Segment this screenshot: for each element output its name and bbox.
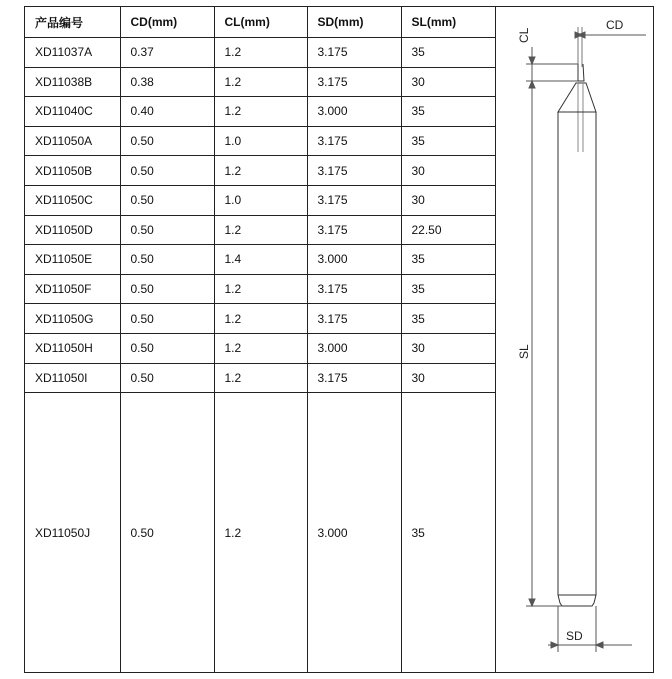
cell-sd: 3.175	[307, 156, 401, 186]
table-row	[25, 38, 495, 68]
cell-cl: 1.2	[214, 156, 307, 186]
table-row	[25, 185, 495, 215]
spec-sheet	[24, 6, 654, 673]
table-row	[25, 215, 495, 245]
header-sl: SL(mm)	[401, 7, 495, 38]
cell-cd: 0.50	[120, 333, 214, 363]
tool-drawing	[496, 7, 654, 672]
cell-code: XD11050I	[25, 363, 120, 393]
header-cd: CD(mm)	[120, 7, 214, 38]
table-row	[25, 274, 495, 304]
cell-sd: 3.175	[307, 185, 401, 215]
cell-sd: 3.175	[307, 38, 401, 68]
header-cl: CL(mm)	[214, 7, 307, 38]
cell-code: XD11050F	[25, 274, 120, 304]
cell-cl: 1.0	[214, 185, 307, 215]
cell-code: XD11040C	[25, 97, 120, 127]
cl-label: CL	[517, 27, 531, 43]
cell-cd: 0.50	[120, 185, 214, 215]
cell-cd: 0.50	[120, 304, 214, 334]
cell-sl: 35	[401, 38, 495, 68]
table-row	[25, 333, 495, 363]
sd-label: SD	[566, 629, 583, 643]
cell-cl: 1.2	[214, 333, 307, 363]
sd-dimension	[548, 606, 632, 652]
cutting-tip	[578, 64, 584, 81]
table-row	[25, 304, 495, 334]
cell-cl: 1.2	[214, 304, 307, 334]
cell-cd: 0.40	[120, 97, 214, 127]
cell-sl: 35	[401, 304, 495, 334]
table-row	[25, 156, 495, 186]
table-row	[25, 126, 495, 156]
cell-cd: 0.50	[120, 156, 214, 186]
cl-arrow-bottom	[529, 81, 535, 88]
header-sd: SD(mm)	[307, 7, 401, 38]
table-row	[25, 67, 495, 97]
cell-cd: 0.37	[120, 38, 214, 68]
cell-sd: 3.000	[307, 97, 401, 127]
cell-cd: 0.50	[120, 274, 214, 304]
sd-arrow-right	[596, 642, 603, 648]
cell-sl: 35	[401, 97, 495, 127]
cell-sl: 22.50	[401, 215, 495, 245]
cd-dimension	[575, 32, 646, 38]
cell-cl: 1.0	[214, 126, 307, 156]
cell-cl: 1.2	[214, 215, 307, 245]
cell-cd: 0.50	[120, 215, 214, 245]
cell-sd: 3.175	[307, 274, 401, 304]
cell-sd: 3.175	[307, 126, 401, 156]
cell-cl: 1.2	[214, 67, 307, 97]
cell-cd: 0.50	[120, 393, 214, 672]
cell-cd: 0.38	[120, 67, 214, 97]
cell-cd: 0.50	[120, 363, 214, 393]
cell-cl: 1.2	[214, 97, 307, 127]
cell-sl: 30	[401, 363, 495, 393]
cell-sd: 3.175	[307, 304, 401, 334]
cell-code: XD11050C	[25, 185, 120, 215]
cell-cd: 0.50	[120, 126, 214, 156]
cell-sl: 35	[401, 274, 495, 304]
cell-code: XD11050E	[25, 245, 120, 275]
cell-code: XD11050H	[25, 333, 120, 363]
cell-sd: 3.000	[307, 393, 401, 672]
cell-sd: 3.000	[307, 245, 401, 275]
sl-arrow-bottom	[529, 599, 535, 606]
cell-code: XD11038B	[25, 67, 120, 97]
cell-sl: 35	[401, 245, 495, 275]
cell-code: XD11050D	[25, 215, 120, 245]
table-row	[25, 97, 495, 127]
cell-cl: 1.2	[214, 38, 307, 68]
cell-cl: 1.4	[214, 245, 307, 275]
header-row	[25, 7, 495, 38]
cell-sd: 3.175	[307, 363, 401, 393]
cell-cl: 1.2	[214, 274, 307, 304]
sl-label: SL	[517, 344, 531, 359]
cell-sl: 35	[401, 126, 495, 156]
cd-label: CD	[606, 18, 624, 32]
cell-cl: 1.2	[214, 393, 307, 672]
cell-code: XD11037A	[25, 38, 120, 68]
sd-arrow-left	[551, 642, 558, 648]
cell-code: XD11050B	[25, 156, 120, 186]
cell-code: XD11050G	[25, 304, 120, 334]
table-row	[25, 363, 495, 393]
sl-dimension	[526, 87, 562, 606]
cell-sd: 3.000	[307, 333, 401, 363]
cell-sl: 35	[401, 393, 495, 672]
cell-code: XD11050J	[25, 393, 120, 672]
cell-sl: 30	[401, 185, 495, 215]
cell-cd: 0.50	[120, 245, 214, 275]
cell-sd: 3.175	[307, 67, 401, 97]
cell-code: XD11050A	[25, 126, 120, 156]
table-row	[25, 245, 495, 275]
tool-outline	[558, 27, 596, 606]
cell-sd: 3.175	[307, 215, 401, 245]
cell-sl: 30	[401, 156, 495, 186]
shank-chamfer	[558, 595, 596, 606]
cell-sl: 30	[401, 67, 495, 97]
spec-table	[25, 7, 496, 672]
tool-cone	[558, 83, 596, 112]
tool-diagram	[495, 7, 653, 672]
header-product-code: 产品编号	[25, 7, 120, 38]
cl-arrow-top	[529, 57, 535, 64]
cell-sl: 30	[401, 333, 495, 363]
table-row	[25, 393, 495, 672]
cl-dimension	[526, 47, 578, 88]
cell-cl: 1.2	[214, 363, 307, 393]
